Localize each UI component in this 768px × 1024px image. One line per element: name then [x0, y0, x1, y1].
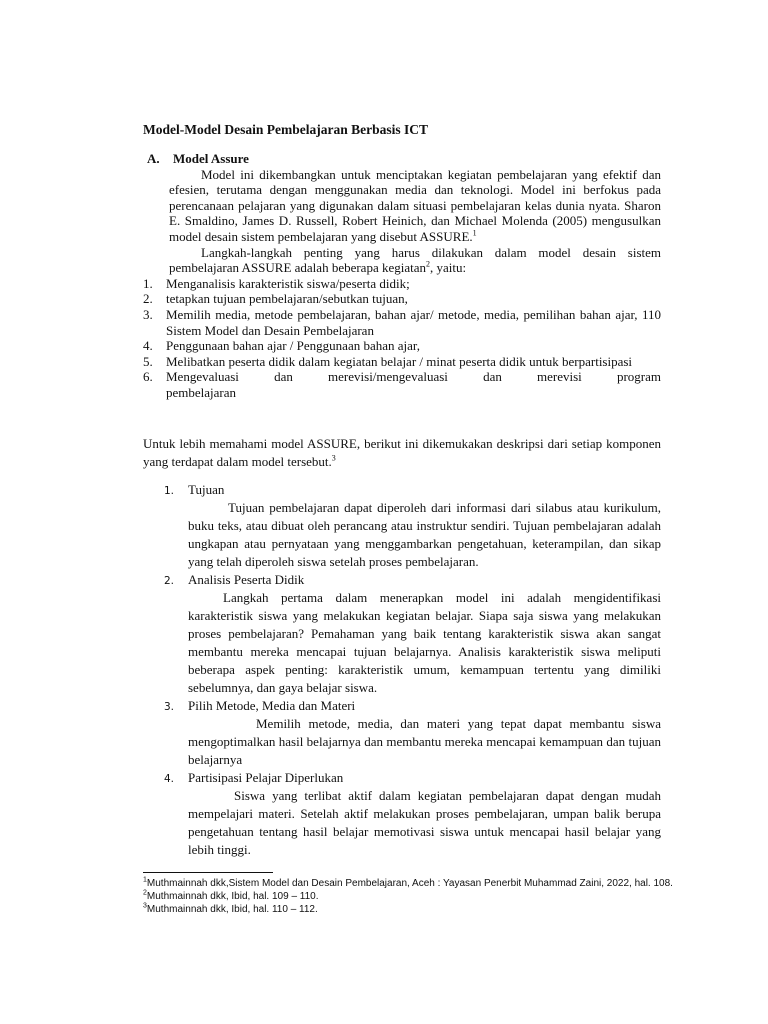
section-a-paragraph-1: Model ini dikembangkan untuk menciptakan kegiatan pembelajaran yang efektif dan efesien, terutama dengan menggunakan media dan teknologi. Model ini berfokus pada perencanaan pelajaran yang digunakan dalam situasi pembelajaran kelas dunia nyata. Sharon E. Smaldino, James D. Russell, Robert Heinich, dan Michael Molenda (2005) mengusulkan model desain sistem pembelajaran yang disebut ASSURE.$^1$	[169, 166, 661, 244]
components-intro-paragraph: Untuk lebih memahami model ASSURE, berikut ini dikemukakan deskripsi dari setiap komponen yang terdapat dalam model tersebut.$^3$	[143, 436, 661, 469]
section-a-body	[169, 167, 661, 276]
component-heading: Analisis Peserta Didik	[188, 572, 305, 587]
footnote-ref-1: 1	[472, 228, 477, 238]
footnotes	[143, 877, 683, 917]
section-a-title: Model Assure	[173, 151, 249, 166]
footnote-3: $^3$Muthmainnah dkk, Ibid, hal. 110 – 112.	[143, 903, 318, 916]
component-item-analisis: 2. Analisis Peserta Didik Langkah pertama dalam menerapkan model ini adalah mengidentifikasi karakteristik siswa yang melakukan kegiatan belajar. Siapa saja siswa yang melakukan proses pembelajaran? Pemahaman yang baik tentang karakteristik siswa akan sangat membantu mereka mencapai tujuan belajarnya. Analisis karakteristik siswa meliputi beberapa aspek penting: karakteristik umum, kemampuan tertentu yang dimiliki sebelumnya, dan gaya belajar siswa.	[164, 572, 661, 695]
assure-steps-list	[143, 276, 661, 401]
section-a-letter: A.	[147, 151, 160, 166]
component-heading: Partisipasi Pelajar Diperlukan	[188, 770, 344, 785]
section-a	[143, 151, 661, 401]
component-body: Tujuan pembelajaran dapat diperoleh dari informasi dari silabus atau kurikulum, buku teks, atau dibuat oleh perancang atau instruktur sendiri. Tujuan pembelajaran adalah ungkapan atau pernyataan yang menggambarkan pengetahuan, keterampilan, dan sikap yang telah diperoleh siswa setelah proses pembelajaran.	[188, 500, 661, 569]
document-title: Model-Model Desain Pembelajaran Berbasis ICT	[143, 122, 428, 137]
component-item-partisipasi: 4. Partisipasi Pelajar Diperlukan Siswa yang terlibat aktif dalam kegiatan pembelajaran dapat dengan mudah mempelajari materi. Setelah aktif melakukan proses pembelajaran, umpan balik berupa pengetahuan tentang hasil belajar memotivasi siswa untuk mencapai hasil belajar yang lebih tinggi.	[164, 770, 661, 857]
component-item-metode: 3. Pilih Metode, Media dan Materi Memilih metode, media, dan materi yang tepat dapat membantu siswa mengoptimalkan hasil belajarnya dan membantu mereka mencapai kemampuan dan tujuan belajarnya	[164, 698, 661, 767]
list-item: 6. Mengevaluasi dan merevisi/mengevaluasi dan merevisi program pembelajaran	[143, 369, 661, 400]
component-heading: Tujuan	[188, 482, 225, 497]
list-item: 5. Melibatkan peserta didik dalam kegiatan belajar / minat peserta didik untuk berpartisipasi	[143, 353, 633, 369]
component-body: Memilih metode, media, dan materi yang tepat dapat membantu siswa mengoptimalkan hasil belajarnya dan membantu mereka mencapai kemampuan dan tujuan belajarnya	[188, 716, 661, 767]
component-item-tujuan: 1. Tujuan Tujuan pembelajaran dapat diperoleh dari informasi dari silabus atau kurikulum, buku teks, atau dibuat oleh perancang atau instruktur sendiri. Tujuan pembelajaran adalah ungkapan atau pernyataan yang menggambarkan pengetahuan, keterampilan, dan sikap yang telah diperoleh siswa setelah proses pembelajaran.	[164, 482, 661, 569]
list-item: 4. Penggunaan bahan ajar / Penggunaan bahan ajar,	[143, 338, 420, 354]
list-item: 2. tetapkan tujuan pembelajaran/sebutkan tujuan,	[143, 291, 408, 307]
list-item: 1. Menganalisis karakteristik siswa/peserta didik;	[143, 275, 410, 291]
list-item: 3. Memilih media, metode pembelajaran, bahan ajar/ metode, media, pemilihan bahan ajar, 110 Sistem Model dan Desain Pembelajaran	[143, 306, 661, 338]
footnote-1: $^1$Muthmainnah dkk,Sistem Model dan Desain Pembelajaran, Aceh : Yayasan Penerbit Muhammad Zaini, 2022, hal. 108.	[143, 876, 673, 889]
components-list	[143, 481, 661, 859]
component-body: Langkah pertama dalam menerapkan model ini adalah mengidentifikasi karakteristik siswa yang melakukan kegiatan belajar. Siapa saja siswa yang melakukan proses pembelajaran? Pemahaman yang baik tentang karakteristik siswa akan sangat membantu mereka mencapai tujuan belajarnya. Analisis karakteristik siswa meliputi beberapa aspek penting: karakteristik umum, kemampuan tertentu yang dimiliki sebelumnya, dan gaya belajar siswa.	[188, 590, 661, 695]
component-heading: Pilih Metode, Media dan Materi	[188, 698, 356, 713]
component-body: Siswa yang terlibat aktif dalam kegiatan pembelajaran dapat dengan mudah mempelajari materi. Setelah aktif melakukan proses pembelajaran, umpan balik berupa pengetahuan tentang hasil belajar memotivasi siswa untuk mencapai hasil belajar yang lebih tinggi.	[188, 788, 661, 857]
section-a-paragraph-2: Langkah-langkah penting yang harus dilakukan dalam model desain sistem pembelajaran ASSURE adalah beberapa kegiatan$^2$, yaitu:	[169, 244, 661, 276]
footnote-separator	[143, 872, 273, 873]
section-a-heading	[143, 151, 661, 167]
footnote-ref-2: 2	[426, 259, 431, 269]
footnote-2: $^2$Muthmainnah dkk, Ibid, hal. 109 – 110.	[143, 889, 319, 903]
footnote-ref-3: 3	[331, 453, 336, 463]
